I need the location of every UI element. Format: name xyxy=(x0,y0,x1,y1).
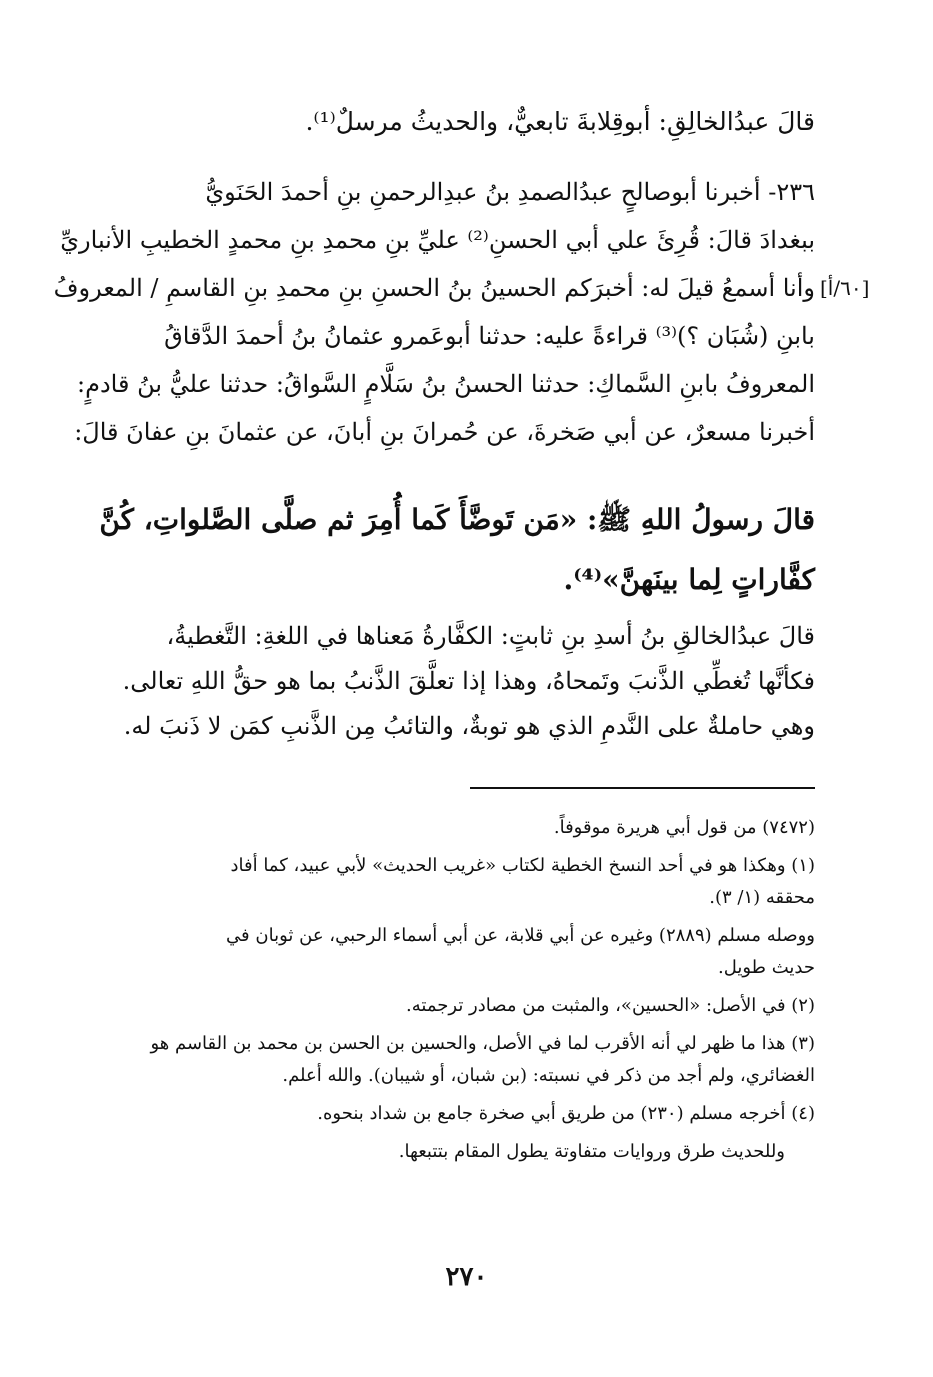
footnote-line: (٧٤٧٢) من قول أبي هريرة موقوفاً. xyxy=(553,817,815,838)
text-line: ببغدادَ قالَ: قُرِئَ علي أبي الحسنِ⁽²⁾ عليِّ بنِ محمدِ بنِ محمدٍ الخطيبِ الأنباريِّ xyxy=(60,226,815,254)
page-number: ٢٧٠ xyxy=(445,1262,488,1292)
text-line: وهي حاملةٌ على النَّدمِ الذي هو توبةٌ، والتائبُ مِن الذَّنبِ كمَن لا ذَنبَ له. xyxy=(123,712,815,740)
text-line: فكأنَّها تُغطِّي الذَّنبَ وتَمحاهُ، وهذا إذا تعلَّقَ الذَّنبُ بما هو حقُّ اللهِ تعالى. xyxy=(122,667,815,695)
footnote-line: (٢) في الأصل: «الحسين»، والمثبت من مصادر ترجمته. xyxy=(406,995,815,1016)
footnote-line: (١) وهكذا هو في أحد النسخ الخطية لكتاب «غريب الحديث» لأبي عبيد، كما أفاد xyxy=(230,855,815,876)
footnotes xyxy=(115,812,815,1174)
text-line: ٢٣٦- أخبرنا أبوصالحٍ عبدُالصمدِ بنُ عبدِالرحمنِ بنِ أحمدَ الحَنَويُّ xyxy=(205,178,815,206)
hadith-text xyxy=(99,490,815,610)
hadith-chain-paragraph xyxy=(53,168,815,456)
margin-folio-reference: [٦٠/أ] xyxy=(820,276,870,300)
footnote-divider xyxy=(470,787,815,789)
top-line: قالَ عبدُالخالِقِ: أبوقِلابةَ تابعيٌّ، والحديثُ مرسلٌ⁽¹⁾. xyxy=(305,107,815,136)
commentary-paragraph xyxy=(115,614,815,749)
footnote-line: الغضائري، ولم أجد من ذكر في نسبته: (بن شبان، أو شيبان). والله أعلم. xyxy=(282,1065,815,1086)
text-line: وأنا أسمعُ قيلَ له: أخبرَكم الحسينُ بنُ الحسنِ بنِ محمدِ بنِ القاسمِ / المعروفُ xyxy=(53,274,815,302)
footnote-line: حديث طويل. xyxy=(718,957,815,978)
text-line: المعروفُ بابنِ السَّماكِ: حدثنا الحسنُ بنُ سَلَّامٍ السَّواقُ: حدثنا عليُّ بنُ قادمٍ: xyxy=(77,370,815,398)
footnote xyxy=(115,850,815,914)
footnote-line: وللحديث طرق وروايات متفاوتة يطول المقام بتتبعها. xyxy=(398,1141,785,1162)
footnote-line: محققه (١/ ٣). xyxy=(709,887,815,908)
text-line: بابنِ (شُبَان ؟)⁽³⁾ قراءةً عليه: حدثنا أبوعَمرو عثمانُ بنُ أحمدَ الدَّقاقُ xyxy=(164,322,815,350)
text-line: قالَ رسولُ اللهِ ﷺ: «مَن تَوضَّأَ كَما أُمِرَ ثم صلَّى الصَّلواتِ، كُنَّ xyxy=(99,503,815,536)
footnote xyxy=(115,1136,815,1168)
text-line: أخبرنا مسعرٌ، عن أبي صَخرةَ، عن حُمرانَ بنِ أبانَ، عن عثمانَ بنِ عفانَ قالَ: xyxy=(74,418,815,446)
footnote-line: (٤) أخرجه مسلم (٢٣٠) من طريق أبي صخرة جامع بن شداد بنحوه. xyxy=(317,1103,815,1124)
text-line: قالَ عبدُالخالقِ بنُ أسدِ بنِ ثابتٍ: الكفَّارةُ مَعناها في اللغةِ: التَّغطيةُ، xyxy=(166,622,815,650)
footnote xyxy=(115,920,815,984)
footnote xyxy=(115,990,815,1022)
footnote-line: (٣) هذا ما ظهر لي أنه الأقرب لما في الأصل، والحسين بن الحسن بن محمد بن القاسم هو xyxy=(150,1033,815,1054)
footnote-line: ووصله مسلم (٢٨٨٩) وغيره عن أبي قلابة، عن أبي أسماء الرحبي، عن ثوبان في xyxy=(226,925,815,946)
text-line: كفَّاراتٍ لِما بينَهنَّ»⁽⁴⁾. xyxy=(563,563,815,596)
footnote xyxy=(115,812,815,844)
footnote xyxy=(115,1098,815,1130)
footnote xyxy=(115,1028,815,1092)
